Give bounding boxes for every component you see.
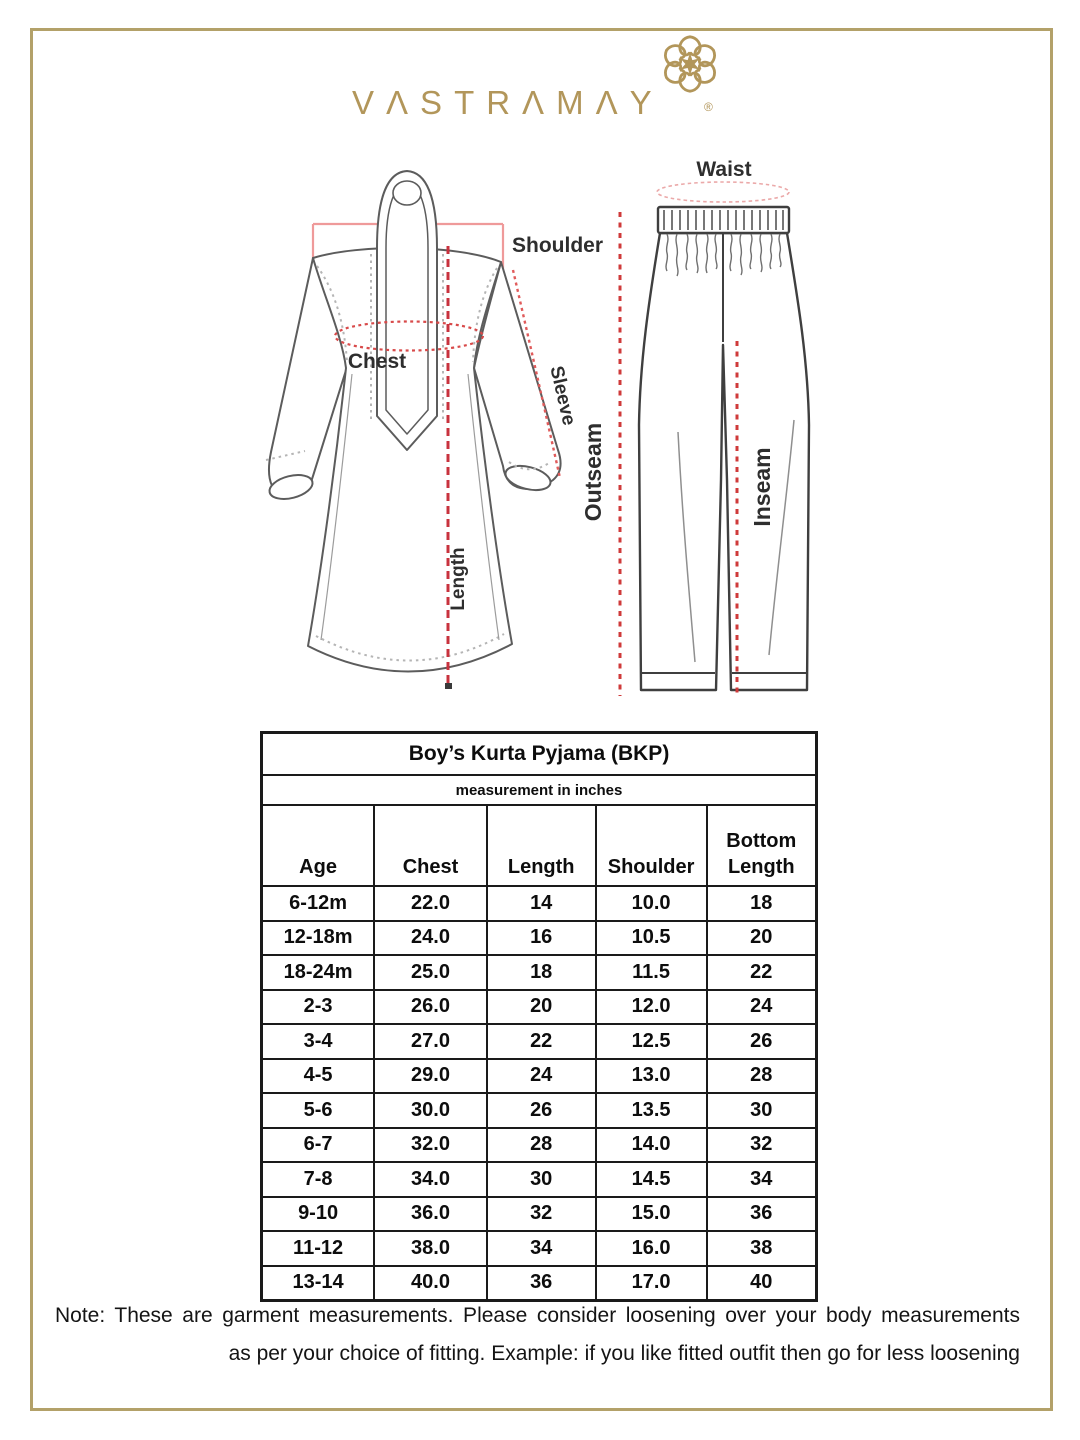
table-cell: 7-8 [262, 1162, 375, 1197]
table-cell: 24 [487, 1059, 596, 1094]
table-cell: 24 [707, 990, 817, 1025]
table-row [262, 1197, 817, 1232]
table-cell: 20 [707, 921, 817, 956]
table-cell: 32 [487, 1197, 596, 1232]
table-row [262, 1266, 817, 1301]
table-cell: 28 [487, 1128, 596, 1163]
table-cell: 36.0 [374, 1197, 487, 1232]
outseam-label: Outseam [580, 422, 606, 522]
table-cell: 34 [707, 1162, 817, 1197]
table-row [262, 990, 817, 1025]
table-cell: 18-24m [262, 955, 375, 990]
table-cell: 14.5 [596, 1162, 707, 1197]
brand-wordmark: VΛSTRΛMΛY [352, 84, 664, 121]
table-cell: 13-14 [262, 1266, 375, 1301]
table-cell: 29.0 [374, 1059, 487, 1094]
table-row [262, 1093, 817, 1128]
table-subtitle: measurement in inches [262, 775, 817, 805]
chest-label: Chest [347, 350, 407, 373]
table-cell: 40.0 [374, 1266, 487, 1301]
table-cell: 11-12 [262, 1231, 375, 1266]
table-cell: 26 [707, 1024, 817, 1059]
table-cell: 14 [487, 886, 596, 921]
registered-trademark-symbol: ® [704, 100, 713, 114]
table-subtitle-row [262, 775, 817, 805]
table-cell: 16 [487, 921, 596, 956]
sleeve-label: Sleeve [545, 364, 580, 428]
table-cell: 10.0 [596, 886, 707, 921]
column-header: Length [487, 805, 596, 886]
table-cell: 36 [707, 1197, 817, 1232]
table-cell: 17.0 [596, 1266, 707, 1301]
column-header: Shoulder [596, 805, 707, 886]
column-header: Age [262, 805, 375, 886]
table-cell: 38 [707, 1231, 817, 1266]
pyjama-drawing [639, 207, 809, 690]
table-cell: 38.0 [374, 1231, 487, 1266]
table-cell: 12.0 [596, 990, 707, 1025]
table-cell: 30 [707, 1093, 817, 1128]
size-table-body [262, 886, 817, 1301]
table-cell: 3-4 [262, 1024, 375, 1059]
waist-measure-ellipse [657, 182, 789, 202]
table-cell: 24.0 [374, 921, 487, 956]
table-cell: 15.0 [596, 1197, 707, 1232]
table-row [262, 1059, 817, 1094]
shoulder-label: Shoulder [512, 234, 604, 257]
table-cell: 14.0 [596, 1128, 707, 1163]
column-header: Chest [374, 805, 487, 886]
note-text [55, 1297, 1020, 1373]
table-row [262, 1231, 817, 1266]
table-cell: 22 [707, 955, 817, 990]
table-cell: 18 [707, 886, 817, 921]
table-cell: 13.5 [596, 1093, 707, 1128]
table-title-row [262, 733, 817, 776]
table-row [262, 886, 817, 921]
table-cell: 4-5 [262, 1059, 375, 1094]
length-label: Length [448, 547, 469, 611]
table-cell: 22.0 [374, 886, 487, 921]
table-cell: 30 [487, 1162, 596, 1197]
table-cell: 27.0 [374, 1024, 487, 1059]
table-row [262, 921, 817, 956]
inseam-label: Inseam [749, 447, 775, 527]
table-cell: 10.5 [596, 921, 707, 956]
table-cell: 12-18m [262, 921, 375, 956]
table-cell: 16.0 [596, 1231, 707, 1266]
table-cell: 9-10 [262, 1197, 375, 1232]
table-cell: 26 [487, 1093, 596, 1128]
note-line-2: as per your choice of fitting. Example: if you like fitted outfit then go for less loosening [228, 1342, 1020, 1365]
table-cell: 26.0 [374, 990, 487, 1025]
table-cell: 12.5 [596, 1024, 707, 1059]
table-cell: 6-12m [262, 886, 375, 921]
table-cell: 28 [707, 1059, 817, 1094]
table-title: Boy’s Kurta Pyjama (BKP) [262, 733, 817, 776]
table-cell: 32 [707, 1128, 817, 1163]
table-cell: 25.0 [374, 955, 487, 990]
column-header: Bottom Length [707, 805, 817, 886]
table-cell: 34.0 [374, 1162, 487, 1197]
table-row [262, 1024, 817, 1059]
size-chart-table [260, 731, 818, 1302]
table-cell: 40 [707, 1266, 817, 1301]
table-cell: 18 [487, 955, 596, 990]
table-row [262, 955, 817, 990]
table-cell: 36 [487, 1266, 596, 1301]
note-line-1: Note: These are garment measurements. Please consider loosening over your body measurements [55, 1304, 1020, 1327]
table-cell: 2-3 [262, 990, 375, 1025]
table-cell: 11.5 [596, 955, 707, 990]
table-cell: 34 [487, 1231, 596, 1266]
table-header-row [262, 805, 817, 886]
table-cell: 32.0 [374, 1128, 487, 1163]
table-cell: 22 [487, 1024, 596, 1059]
table-cell: 13.0 [596, 1059, 707, 1094]
table-row [262, 1128, 817, 1163]
table-cell: 6-7 [262, 1128, 375, 1163]
table-cell: 30.0 [374, 1093, 487, 1128]
table-cell: 5-6 [262, 1093, 375, 1128]
waist-label: Waist [696, 158, 752, 181]
table-cell: 20 [487, 990, 596, 1025]
table-row [262, 1162, 817, 1197]
